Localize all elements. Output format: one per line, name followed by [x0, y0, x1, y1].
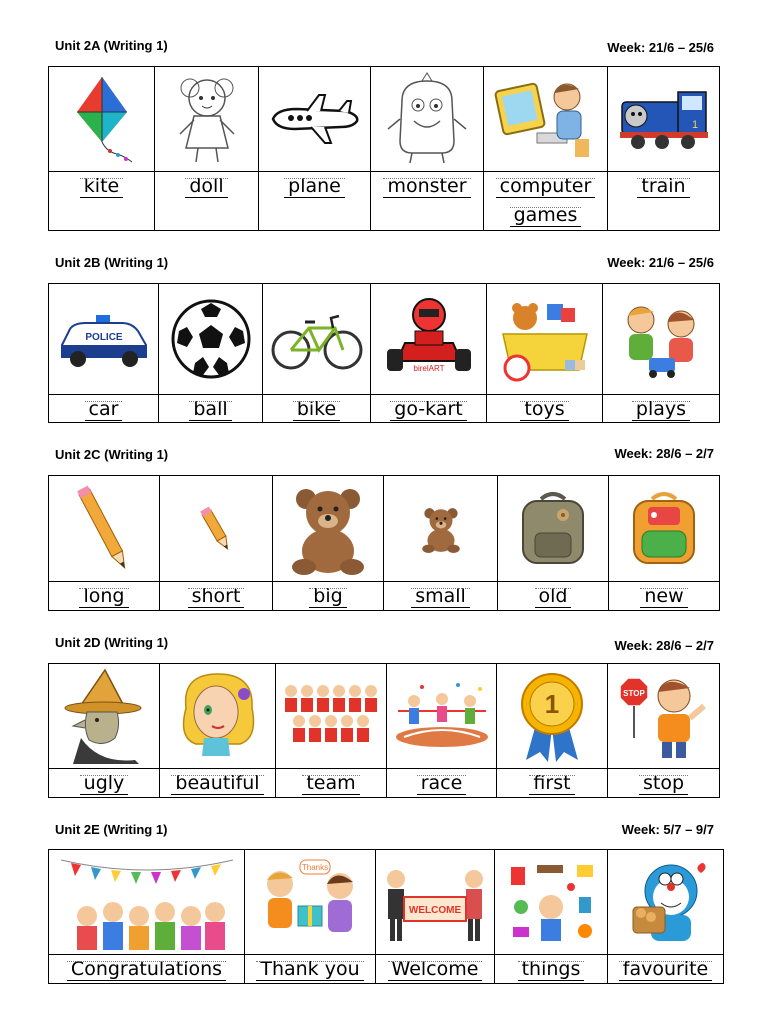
word-label: big: [309, 585, 346, 607]
stop-sign-boy-icon: [608, 664, 719, 769]
word-card: [498, 476, 609, 610]
word-card: [49, 67, 155, 230]
girl-face-icon: [160, 664, 275, 769]
party-banner-icon: [49, 850, 244, 955]
medal-number: 1: [544, 689, 560, 719]
unit-2c-week: Week: 28/6 – 2/7: [614, 446, 714, 461]
word-label: Congratulations: [67, 958, 226, 980]
word-card: [49, 850, 245, 983]
word-label: race: [417, 772, 467, 794]
new-backpack-icon: [609, 476, 719, 582]
unit-2d-week: Week: 28/6 – 2/7: [614, 638, 714, 653]
word-label: train: [637, 175, 689, 197]
word-label: toys: [520, 398, 568, 420]
go-kart-icon: [371, 284, 486, 395]
word-card: [160, 664, 276, 797]
word-label: bike: [293, 398, 340, 420]
plane-icon: [259, 67, 370, 172]
word-label: stop: [639, 772, 688, 794]
word-label: beautiful: [171, 772, 263, 794]
doll-icon: [155, 67, 258, 172]
witch-icon: [49, 664, 159, 769]
word-label: car: [85, 398, 123, 420]
word-card: [371, 67, 484, 230]
doraemon-icon: [608, 850, 723, 955]
unit-2a-title: Unit 2A (Writing 1): [55, 38, 168, 53]
word-card: [245, 850, 376, 983]
soccer-ball-icon: [159, 284, 262, 395]
word-label: small: [411, 585, 470, 607]
unit-2b-week: Week: 21/6 – 25/6: [607, 255, 714, 270]
word-label: go-kart: [390, 398, 466, 420]
unit-2a-week: Week: 21/6 – 25/6: [607, 40, 714, 55]
long-pencil-icon: [49, 476, 159, 582]
word-card: [609, 476, 719, 610]
word-card: [263, 284, 371, 422]
word-card: [603, 284, 719, 422]
word-label: Thank you: [256, 958, 363, 980]
word-label: first: [529, 772, 574, 794]
computer-games-icon: [484, 67, 607, 172]
police-car-icon: [49, 284, 158, 395]
short-pencil-icon: [160, 476, 272, 582]
word-label: things: [518, 958, 585, 980]
word-label: ball: [189, 398, 231, 420]
word-label: monster: [383, 175, 470, 197]
word-card: [273, 476, 384, 610]
word-label: favourite: [619, 958, 712, 980]
small-teddy-bear-icon: [384, 476, 497, 582]
welcome-sign-text: WELCOME: [408, 905, 462, 916]
word-label: plane: [284, 175, 345, 197]
word-card: [495, 850, 608, 983]
monster-icon: [371, 67, 483, 172]
word-label: computer: [496, 175, 596, 197]
word-card: [497, 664, 608, 797]
word-label: old: [535, 585, 572, 607]
word-card: [487, 284, 603, 422]
word-card: [376, 850, 495, 983]
word-card: [276, 664, 387, 797]
stop-text: STOP: [622, 689, 645, 698]
race-icon: [387, 664, 496, 769]
word-card: [608, 664, 719, 797]
word-card: [49, 476, 160, 610]
word-card: [384, 476, 498, 610]
word-card: [387, 664, 497, 797]
first-medal-icon: [497, 664, 607, 769]
word-card: [484, 67, 608, 230]
school-things-icon: [495, 850, 607, 955]
unit-2c-table: [48, 475, 720, 611]
unit-2a-table: [48, 66, 720, 231]
word-label: short: [188, 585, 245, 607]
word-card: [371, 284, 487, 422]
word-label: ugly: [80, 772, 129, 794]
big-teddy-bear-icon: [273, 476, 383, 582]
word-card: [160, 476, 273, 610]
unit-2e-week: Week: 5/7 – 9/7: [621, 822, 714, 837]
word-label: games: [510, 204, 582, 226]
word-card: [608, 850, 723, 983]
word-label: kite: [80, 175, 123, 197]
train-number: 1: [691, 119, 698, 131]
word-card: [49, 284, 159, 422]
word-card: [259, 67, 371, 230]
word-label: long: [79, 585, 128, 607]
word-card: [155, 67, 259, 230]
unit-2b-table: [48, 283, 720, 423]
word-label: team: [302, 772, 359, 794]
toys-icon: [487, 284, 602, 395]
word-label: new: [640, 585, 687, 607]
kids-playing-icon: [603, 284, 719, 395]
police-text: POLICE: [84, 332, 123, 343]
word-label: Welcome: [388, 958, 483, 980]
word-label: plays: [632, 398, 690, 420]
unit-2c-title: Unit 2C (Writing 1): [55, 447, 169, 462]
unit-2b-title: Unit 2B (Writing 1): [55, 255, 169, 270]
word-card: [159, 284, 263, 422]
unit-2d-table: [48, 663, 720, 798]
unit-2d-title: Unit 2D (Writing 1): [55, 635, 169, 650]
word-card: [49, 664, 160, 797]
train-icon: [608, 67, 719, 172]
kite-icon: [49, 67, 154, 172]
thanks-bubble: Thanks: [301, 863, 329, 872]
unit-2e-title: Unit 2E (Writing 1): [55, 822, 168, 837]
word-card: [608, 67, 719, 230]
bike-icon: [263, 284, 370, 395]
unit-2e-table: [48, 849, 724, 984]
team-icon: [276, 664, 386, 769]
kart-brand: birelART: [413, 364, 444, 373]
welcome-banner-icon: [376, 850, 494, 955]
old-backpack-icon: [498, 476, 608, 582]
gift-exchange-icon: [245, 850, 375, 955]
word-label: doll: [185, 175, 227, 197]
